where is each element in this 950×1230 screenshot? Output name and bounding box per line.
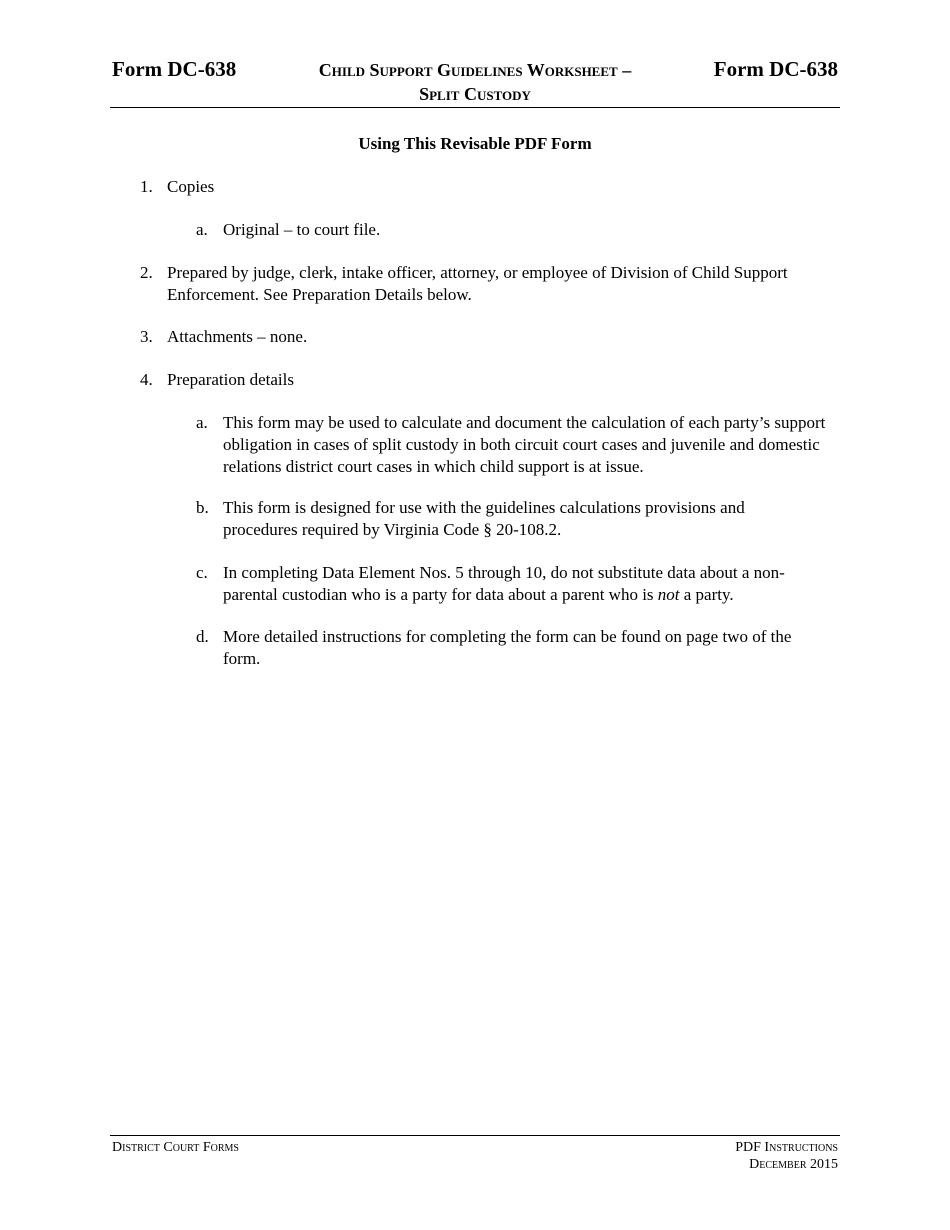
form-id-left: Form DC-638	[112, 57, 237, 81]
section-heading: Using This Revisable PDF Form	[358, 134, 592, 153]
subitem-letter: c.	[196, 563, 208, 582]
header-divider	[110, 107, 840, 108]
footer-left: District Court Forms	[112, 1140, 239, 1155]
item-text: Copies	[167, 177, 215, 196]
subitem-letter: d.	[196, 627, 209, 646]
item-number: 3.	[140, 327, 153, 346]
subitem-text: This form is designed for use with the guidelines calculations provisions and procedures required by Virginia Code § 20-108.2.	[223, 498, 745, 539]
subitem-letter: a.	[196, 220, 208, 239]
item-text: Prepared by judge, clerk, intake officer, attorney, or employee of Division of Child Support Enforcement. See Preparation Details below.	[167, 263, 788, 304]
item-text: Preparation details	[167, 370, 294, 389]
item-number: 1.	[140, 177, 153, 196]
subitem-text-after: a party.	[679, 585, 734, 604]
form-id-right: Form DC-638	[713, 57, 838, 81]
footer-right-line1: PDF Instructions	[735, 1140, 838, 1155]
subitem-text-emphasis: not	[657, 585, 680, 604]
subitem-letter: b.	[196, 498, 209, 517]
subitem-text	[223, 562, 823, 606]
subitem-text: This form may be used to calculate and document the calculation of each party’s support obligation in cases of split custody in both circuit court cases and juvenile and domestic relations district court cases in which child support is at issue.	[223, 413, 826, 476]
item-text: Attachments – none.	[167, 327, 308, 346]
footer-right	[735, 1139, 838, 1173]
form-title-line2: Split Custody	[419, 84, 531, 104]
footer-divider	[110, 1135, 840, 1136]
form-title	[260, 58, 690, 106]
item-number: 4.	[140, 370, 153, 389]
subitem-text: Original – to court file.	[223, 220, 381, 239]
subitem-letter: a.	[196, 413, 208, 432]
item-number: 2.	[140, 263, 153, 282]
subitem-text: More detailed instructions for completing the form can be found on page two of the form.	[223, 627, 792, 668]
subitem-text-before: In completing Data Element Nos. 5 through 10, do not substitute data about a non-parental custodian who is a party for data about a parent who is	[223, 563, 785, 604]
form-title-line1: Child Support Guidelines Worksheet –	[318, 60, 632, 80]
footer-right-line2: December 2015	[749, 1157, 838, 1172]
